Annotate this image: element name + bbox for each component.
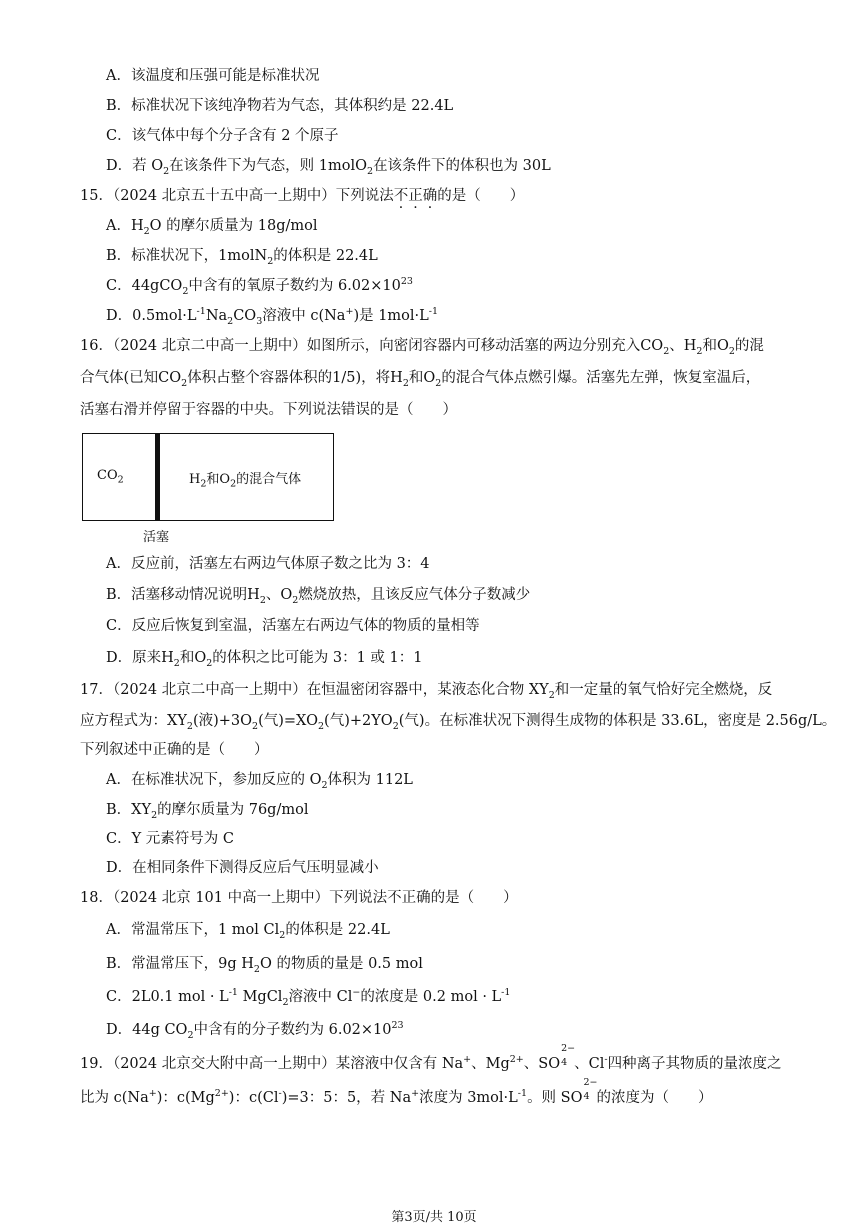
q18-option-d: D．44g $CO_2$中含有的分子数约为 $6.02\times 10^{23}$: [106, 1020, 404, 1041]
q18-stem: 18．（2024 北京 101 中高一上期中）下列说法不正确的是（ ）: [80, 890, 518, 906]
piston-container-diagram: [82, 433, 334, 521]
q16-option-d: D．原来$H_2$和$O_2$的体积之比可能为 3：1 或 1：1: [106, 650, 423, 669]
q18-option-c: C．2L0.1 mol · $L^{-1}$ MgCl$_2$溶液中 Cl−的浓度是 0.2 mol · $L^{-1}$: [106, 987, 511, 1008]
q15-option-a: A．$H_2O$ 的摩尔质量为 18g/mol: [106, 218, 318, 237]
q16-stem-line3: 活塞右滑并停留于容器的中央。下列说法错误的是（ ）: [80, 402, 457, 418]
q17-option-d: D．在相同条件下测得反应后气压明显减小: [106, 860, 379, 876]
q17-stem-line2: 应方程式为：$XY_2$(液)$+3O_2$(气)$=XO_2$(气)$+2YO_2$(气)。在标准状况下测得生成物的体积是 33.6L，密度是 2.56g/L。: [80, 713, 837, 732]
q17-stem-line3: 下列叙述中正确的是（ ）: [80, 742, 269, 758]
diagram-left-gas-label: $CO_2$: [97, 468, 124, 486]
q14-option-a: A．该温度和压强可能是标准状况: [106, 68, 320, 84]
q19-stem-line2: 比为 c(Na+)：$c(Mg^{2+})$：c(Cl-)=3：5：5，若 Na+浓度为 $3mol\cdot L^{-1}$。则 SO 2− 4 的浓度为（ ）: [80, 1077, 713, 1106]
q15-option-c: C．44gCO$_2$中含有的氧原子数约为 $6.02\times 10^{23}$: [106, 276, 413, 297]
q16-stem-line2: 合气体(已知$CO_2$体积占整个容器体积的1/5)，将$H_2$和$O_2$的混合气体点燃引爆。活塞先左弹，恢复室温后，: [80, 370, 761, 389]
page-footer: 第3页/共 10页: [391, 1210, 477, 1225]
q16-option-b: B．活塞移动情况说明$H_2$、$O_2$燃烧放热，且该反应气体分子数减少: [106, 587, 531, 606]
q15-stem: 15．（2024 北京五十五中高一上期中）下列说法不正确的是（ ）: [80, 188, 525, 204]
q17-option-c: C．Y 元素符号为 C: [106, 831, 234, 847]
q19-stem-line1: 19．（2024 北京交大附中高一上期中）某溶液中仅含有 Na+、$Mg^{2+}$、SO 2− 4 、Cl-四种离子其物质的量浓度之: [80, 1043, 782, 1072]
q16-option-a: A．反应前，活塞左右两边气体原子数之比为 3：4: [106, 556, 430, 572]
q18-option-b: B．常温常压下，9g $H_2O$ 的物质的量是 0.5 mol: [106, 956, 423, 975]
q17-option-a: A．在标准状况下，参加反应的 $O_2$体积为 112L: [106, 772, 413, 791]
q17-option-b: B．$XY_2$的摩尔质量为 76g/mol: [106, 802, 309, 821]
q14-option-d: D．若 $O_2$在该条件下为气态，则 1molO$_2$在该条件下的体积也为 30L: [106, 158, 551, 177]
q15-option-b: B．标准状况下，1molN$_2$的体积是 22.4L: [106, 248, 378, 267]
diagram-piston-label: 活塞: [143, 530, 170, 545]
q15-option-d: D．$0.5mol\cdot L^{-1}Na_2CO_3$溶液中 c(Na+)是 $1mol\cdot L^{-1}$: [106, 306, 439, 327]
diagram-right-gas-label: $H_2$和$O_2$的混合气体: [189, 472, 302, 490]
q16-stem-line1: 16．（2024 北京二中高一上期中）如图所示，向密闭容器内可移动活塞的两边分别充入$CO_2$、$H_2$和$O_2$的混: [80, 338, 764, 357]
q14-option-b: B．标准状况下该纯净物若为气态，其体积约是 22.4L: [106, 98, 454, 114]
q16-option-c: C．反应后恢复到室温，活塞左右两边气体的物质的量相等: [106, 618, 480, 634]
piston: [155, 434, 160, 520]
q14-option-c: C．该气体中每个分子含有 2 个原子: [106, 128, 339, 144]
q17-stem-line1: 17．（2024 北京二中高一上期中）在恒温密闭容器中，某液态化合物 $XY_2$和一定量的氧气恰好完全燃烧，反: [80, 682, 773, 701]
q18-option-a: A．常温常压下，1 mol $Cl_2$的体积是 22.4L: [106, 922, 390, 941]
